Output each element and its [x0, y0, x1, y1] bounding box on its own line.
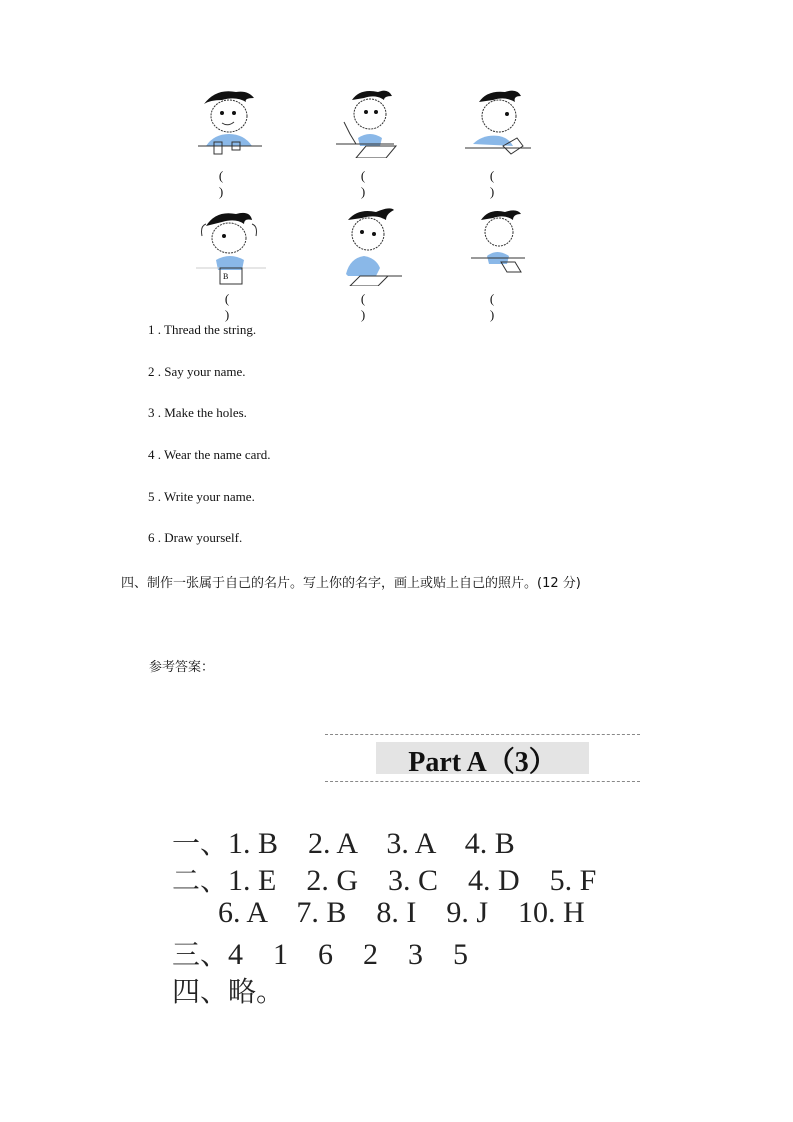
boy-picture-4: [196, 206, 266, 281]
answer-line-1: [172, 822, 515, 862]
answer-text: 略。: [228, 975, 285, 1008]
sentence-5: 5 . Write your name.: [148, 489, 255, 504]
boy-draw-yourself-icon: [336, 206, 406, 286]
answer-text: 6. A 7. B 8. I 9. J 10. H: [218, 896, 585, 929]
answer-blank-5[interactable]: ( ): [360, 291, 380, 322]
answer-blank-6[interactable]: ( ): [489, 291, 509, 322]
boy-picture-5: [336, 206, 406, 278]
answer-blank-3[interactable]: ( ): [489, 168, 509, 199]
answer-blank-1[interactable]: ( ): [218, 168, 238, 199]
answer-line-3: [218, 896, 585, 930]
answer-blank-4[interactable]: ( ): [224, 291, 244, 322]
question-4: 四、制作一张属于自己的名片。写上你的名字，画上或贴上自己的照片。(12 分): [121, 576, 581, 591]
boy-say-name-icon: [465, 206, 535, 286]
divider-top: [325, 734, 640, 735]
part-title: Part A（3）: [408, 747, 557, 778]
sentence-2: 2 . Say your name.: [148, 364, 246, 379]
answer-line-5: [172, 970, 284, 1010]
sentence-6: 6 . Draw yourself.: [148, 530, 243, 545]
boy-thread-string-icon: [196, 86, 266, 158]
answer-prefix: 四、: [172, 975, 229, 1008]
answer-line-4: [172, 933, 468, 973]
boy-picture-3: [465, 86, 535, 158]
sentence-3: 3 . Make the holes.: [148, 405, 247, 420]
boy-picture-6: [465, 206, 535, 278]
svg-text:B: B: [223, 272, 229, 281]
answer-prefix: 二、: [172, 864, 229, 897]
answer-prefix: 三、: [172, 938, 229, 971]
answer-text: 4 1 6 2 3 5: [228, 938, 469, 971]
divider-bottom: [325, 781, 640, 782]
answer-key-label: 参考答案：: [149, 660, 215, 675]
boy-picture-2: [336, 86, 406, 158]
boy-make-holes-icon: [465, 86, 535, 158]
boy-write-name-icon: [336, 86, 406, 158]
answer-blank-2[interactable]: ( ): [360, 168, 380, 199]
answer-text: 1. E 2. G 3. C 4. D 5. F: [228, 864, 597, 897]
answer-line-2: [172, 859, 596, 899]
boy-wear-card-icon: [196, 206, 266, 286]
sentence-1: 1 . Thread the string.: [148, 322, 257, 337]
answer-prefix: 一、: [172, 827, 229, 860]
boy-picture-1: [196, 86, 266, 158]
answer-text: 1. B 2. A 3. A 4. B: [228, 827, 515, 860]
sentence-4: 4 . Wear the name card.: [148, 447, 271, 462]
